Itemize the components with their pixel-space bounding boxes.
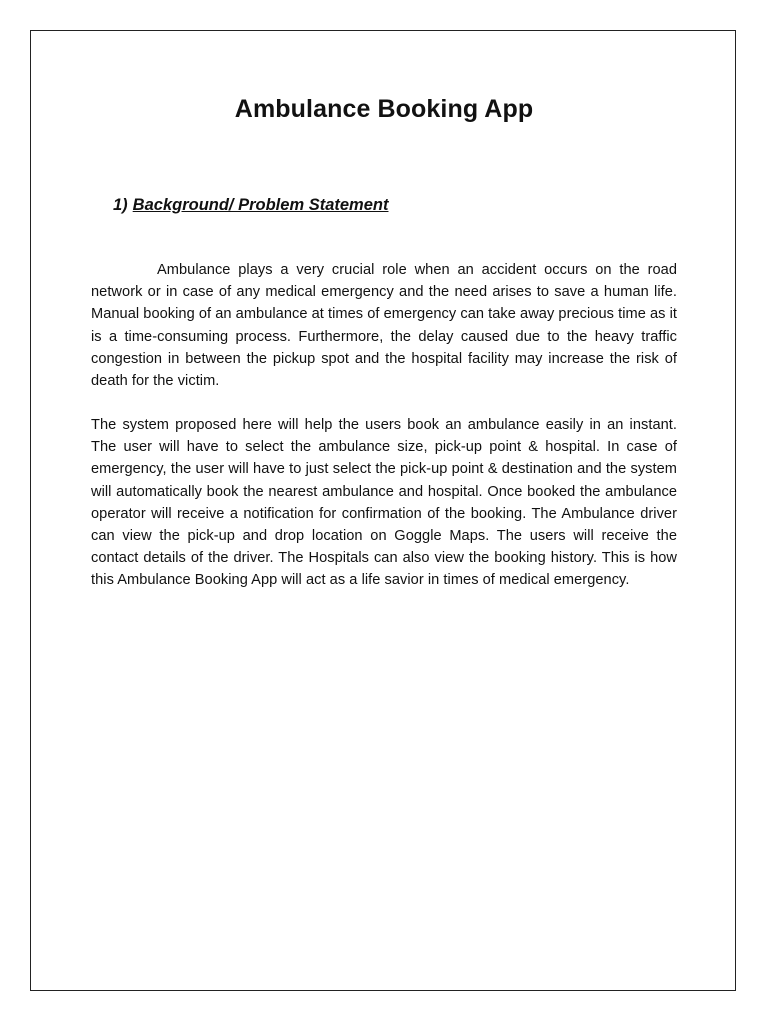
document-title: Ambulance Booking App	[234, 95, 534, 123]
paragraph-proposed-system: The system proposed here will help the users book an ambulance easily in an instant. The user will have to select the ambulance size, pick-up point & hospital. In case of emergency, the user will have to just select the pick-up point & destination and the system will automatically book the nearest ambulance and hospital. Once booked the ambulance operator will receive a notification for confirmation of the booking. The Ambulance driver can view the pick-up and drop location on Goggle Maps. The users will receive the contact details of the driver. The Hospitals can also view the booking history. This is how this Ambulance Booking App will act as a life savior in times of medical emergency.	[91, 417, 677, 589]
section-number: 1)	[113, 196, 128, 214]
section-heading	[113, 196, 388, 215]
paragraph-background: Ambulance plays a very crucial role when an accident occurs on the road network or in case of any medical emergency and the need arises to save a human life. Manual booking of an ambulance at times of emergency can take away precious time as it is a time-consuming process. Furthermore, the delay caused due to the heavy traffic congestion in between the pickup spot and the hospital facility may increase the risk of death for the victim.	[91, 262, 677, 390]
section-heading-label: Background/ Problem Statement	[132, 196, 389, 214]
